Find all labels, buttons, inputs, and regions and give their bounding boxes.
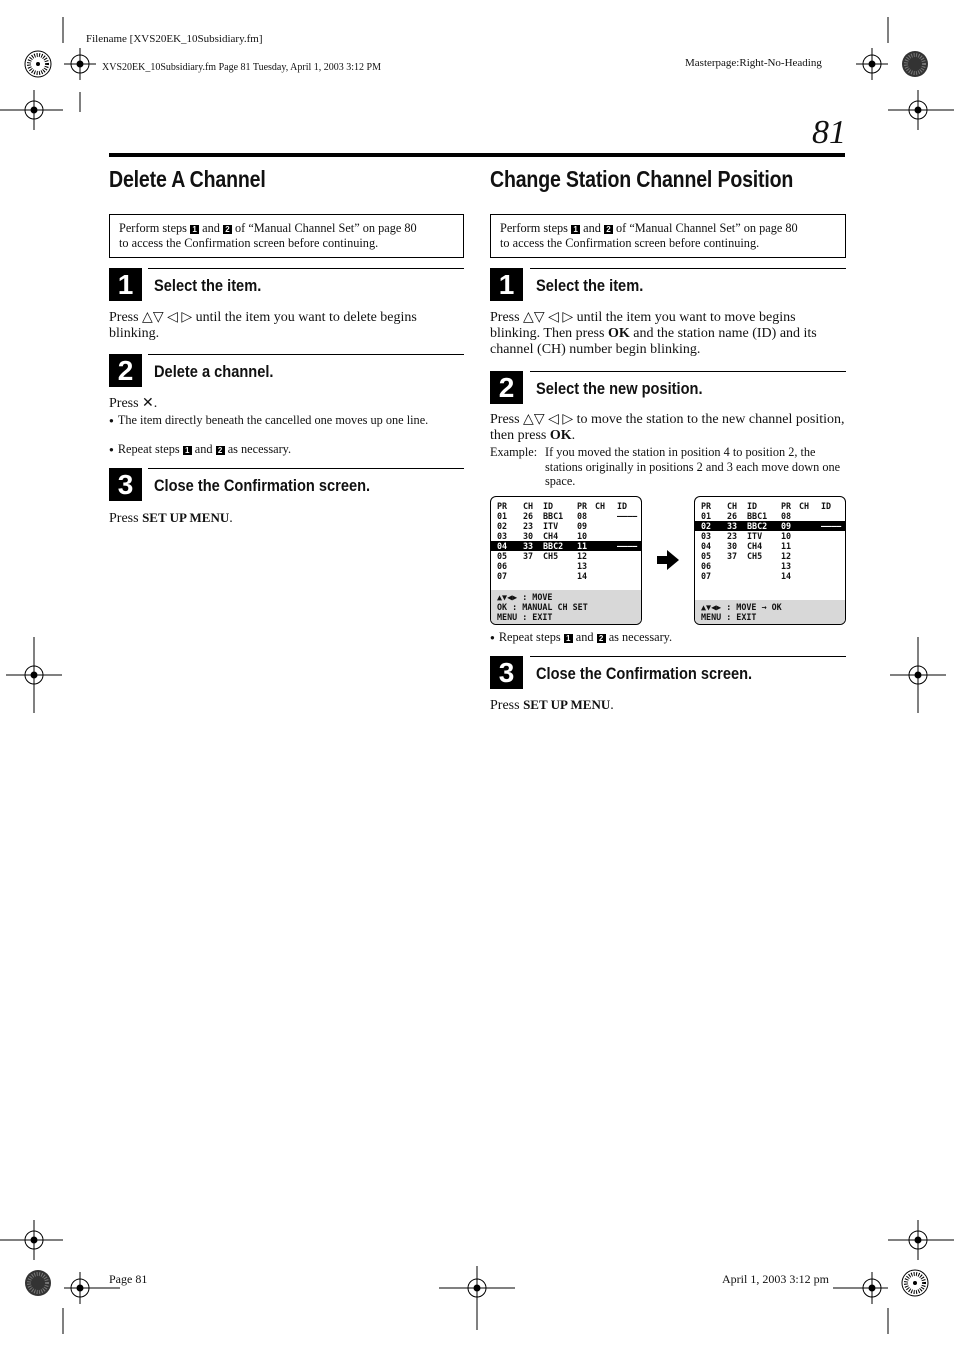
screen-cell: 26 xyxy=(727,511,738,521)
masterpage-label: Masterpage:Right-No-Heading xyxy=(685,57,822,69)
screen-footer-line: OK : MANUAL CH SET xyxy=(497,602,588,612)
screen-cell: 33 xyxy=(523,541,534,551)
screen-cell: CH5 xyxy=(543,551,559,561)
page-number: 81 xyxy=(812,114,846,151)
table-row xyxy=(491,531,641,541)
right-step2-rule xyxy=(530,371,846,372)
screen-cell: 30 xyxy=(523,531,534,541)
left-step2-bullet2: ● Repeat steps 1 and 2 as necessary. xyxy=(109,442,291,458)
right-intro-box: Perform steps 1 and 2 of “Manual Channel Set” on page 80 to access the Confirmation screen before continuing. xyxy=(490,214,846,258)
screen-cell: 30 xyxy=(727,541,738,551)
screen-footer-line: MENU : EXIT xyxy=(497,612,553,622)
table-row xyxy=(491,551,641,561)
right-step2-number: 2 xyxy=(490,371,523,404)
screen-cell: 14 xyxy=(781,571,792,581)
set-up-menu-key: SET UP MENU xyxy=(142,510,230,525)
screen-cell: BBC2 xyxy=(747,521,768,531)
screen-header-cell: PR xyxy=(577,501,588,511)
screen-cell: 23 xyxy=(727,531,738,541)
table-row xyxy=(491,561,641,571)
screen-cell: 13 xyxy=(781,561,792,571)
screen-cell: 07 xyxy=(701,571,712,581)
top-rule xyxy=(109,153,845,157)
table-row xyxy=(695,521,845,531)
right-step1-rule xyxy=(530,268,846,269)
screen-cell: –––– xyxy=(617,541,638,551)
right-step2-title: Select the new position. xyxy=(536,379,703,398)
screen-cell: ITV xyxy=(543,521,559,531)
left-step2-rule xyxy=(148,354,464,355)
table-row xyxy=(491,571,641,581)
screen-cell: ITV xyxy=(747,531,763,541)
screen-footer-line: ▲▼◀▶ : MOVE → OK xyxy=(701,602,782,612)
screen-cell: 01 xyxy=(497,511,508,521)
screen-cell: 02 xyxy=(497,521,508,531)
screen-cell: 37 xyxy=(523,551,534,561)
table-row xyxy=(491,521,641,531)
screen-cell: 03 xyxy=(497,531,508,541)
screen-cell: 12 xyxy=(781,551,792,561)
screen-before xyxy=(490,496,642,625)
screen-header-cell: ID xyxy=(543,501,554,511)
screen-cell: 13 xyxy=(577,561,588,571)
left-step3-number: 3 xyxy=(109,468,142,501)
screen-header-cell: PR xyxy=(781,501,792,511)
screen-cell: 11 xyxy=(577,541,588,551)
screen-cell: 03 xyxy=(701,531,712,541)
table-row xyxy=(695,541,845,551)
screen-header-cell: CH xyxy=(595,501,606,511)
screen-cell: 07 xyxy=(497,571,508,581)
table-row xyxy=(695,571,845,581)
screen-cell: 10 xyxy=(577,531,588,541)
screen-cell: 11 xyxy=(781,541,792,551)
screen-footer-line: MENU : EXIT xyxy=(701,612,757,622)
screen-cell: 08 xyxy=(781,511,792,521)
screen-cell: 05 xyxy=(497,551,508,561)
screen-header-cell: CH xyxy=(799,501,810,511)
file-info: XVS20EK_10Subsidiary.fm Page 81 Tuesday, April 1, 2003 3:12 PM xyxy=(102,62,381,73)
left-step3-rule xyxy=(148,468,464,469)
right-step3-title: Close the Confirmation screen. xyxy=(536,664,753,683)
right-step3-number: 3 xyxy=(490,656,523,689)
screen-header-cell: CH xyxy=(727,501,738,511)
screen-cell: 05 xyxy=(701,551,712,561)
screen-cell: BBC1 xyxy=(543,511,564,521)
table-row xyxy=(695,551,845,561)
screen-header-cell: ID xyxy=(747,501,758,511)
left-step3-text: Press SET UP MENU. xyxy=(109,510,233,526)
right-step3-text: Press SET UP MENU. xyxy=(490,697,614,713)
footer-date: April 1, 2003 3:12 pm xyxy=(722,1272,829,1286)
left-step1-rule xyxy=(148,268,464,269)
left-step2-press: Press ✕. xyxy=(109,396,158,411)
left-step2-number: 2 xyxy=(109,354,142,387)
right-step1-number: 1 xyxy=(490,268,523,301)
screen-header-cell: PR xyxy=(701,501,712,511)
table-row xyxy=(695,561,845,571)
screen-cell: BBC2 xyxy=(543,541,564,551)
screen-cell: 10 xyxy=(781,531,792,541)
right-step2-text: Press △▽ ◁ ▷ to move the station to the new channel position, then press OK. xyxy=(490,412,845,443)
screen-cell: 37 xyxy=(727,551,738,561)
screen-cell: –––– xyxy=(821,521,842,531)
screen-cell: BBC1 xyxy=(747,511,768,521)
left-step3-title: Close the Confirmation screen. xyxy=(154,476,371,495)
arrow-right-icon xyxy=(657,550,679,570)
screen-cell: 26 xyxy=(523,511,534,521)
screen-cell: 23 xyxy=(523,521,534,531)
example-label: Example: xyxy=(490,445,538,459)
screen-cell: 09 xyxy=(781,521,792,531)
left-intro-box: Perform steps 1 and 2 of “Manual Channel Set” on page 80 to access the Confirmation screen before continuing. xyxy=(109,214,464,258)
table-row xyxy=(491,511,641,521)
left-section-title: Delete A Channel xyxy=(109,166,266,192)
screen-header-cell: ID xyxy=(821,501,832,511)
table-row xyxy=(491,541,641,551)
screen-header-cell: PR xyxy=(497,501,508,511)
screen-footer xyxy=(695,600,845,624)
screen-cell: 08 xyxy=(577,511,588,521)
screen-cell: 04 xyxy=(497,541,508,551)
screen-header-cell: CH xyxy=(523,501,534,511)
right-repeat-bullet: ● Repeat steps 1 and 2 as necessary. xyxy=(490,630,672,646)
screen-cell: 04 xyxy=(701,541,712,551)
screen-cell: CH5 xyxy=(747,551,763,561)
screen-cell: 09 xyxy=(577,521,588,531)
screen-cell: 06 xyxy=(701,561,712,571)
right-step1-title: Select the item. xyxy=(536,276,644,295)
left-step1-number: 1 xyxy=(109,268,142,301)
left-step2-bullet1: ● The item directly beneath the cancelled one moves up one line. xyxy=(109,413,460,429)
left-step1-text: Press △▽ ◁ ▷ until the item you want to delete begins blinking. xyxy=(109,310,417,341)
left-step1-title: Select the item. xyxy=(154,276,262,295)
table-row xyxy=(695,531,845,541)
screen-footer-line: ▲▼◀▶ : MOVE xyxy=(497,592,553,602)
right-step1-text: Press △▽ ◁ ▷ until the item you want to move begins blinking. Then press OK and the station name (ID) and its channel (CH) number begin blinking. xyxy=(490,310,817,357)
filename-label: Filename [XVS20EK_10Subsidiary.fm] xyxy=(86,33,263,45)
screen-cell: CH4 xyxy=(747,541,763,551)
left-step2-title: Delete a channel. xyxy=(154,362,274,381)
screen-cell: 06 xyxy=(497,561,508,571)
screen-after xyxy=(694,496,846,625)
table-row xyxy=(695,511,845,521)
screen-header-row xyxy=(491,501,641,511)
right-section-title: Change Station Channel Position xyxy=(490,166,794,192)
screen-cell: 12 xyxy=(577,551,588,561)
screen-cell: 01 xyxy=(701,511,712,521)
example-text: If you moved the station in position 4 to position 2, the stations originally in positions 2 and 3 each move down one space. xyxy=(545,445,841,488)
screen-footer xyxy=(491,590,641,624)
screen-cell: CH4 xyxy=(543,531,559,541)
screen-cell: 14 xyxy=(577,571,588,581)
right-step3-rule xyxy=(530,656,846,657)
screen-cell: 02 xyxy=(701,521,712,531)
screen-cell: –––– xyxy=(617,511,638,521)
screen-header-cell: ID xyxy=(617,501,628,511)
screen-header-row xyxy=(695,501,845,511)
footer-page: Page 81 xyxy=(109,1272,148,1286)
screen-cell: 33 xyxy=(727,521,738,531)
